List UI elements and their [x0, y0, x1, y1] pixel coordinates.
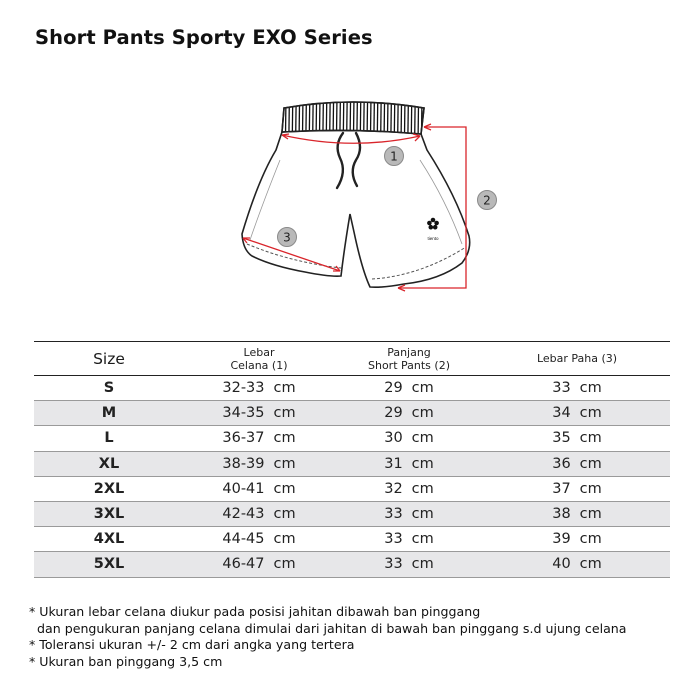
- unit-label: cm: [273, 405, 296, 422]
- unit-label: cm: [411, 480, 434, 497]
- panjang-value: 29: [384, 380, 403, 397]
- paha-value: 38: [552, 506, 571, 523]
- waistband-rib: [309, 96, 310, 136]
- lebar-cell: [184, 552, 334, 577]
- waistband-rib: [398, 96, 399, 136]
- lebar-cell: [184, 426, 334, 451]
- lebar-value: 44-45: [222, 531, 265, 548]
- page-title: Short Pants Sporty EXO Series: [35, 26, 373, 49]
- lebar-value: 32-33: [222, 380, 265, 397]
- size-cell: XL: [34, 451, 184, 476]
- lebar-value: 38-39: [222, 455, 265, 472]
- svg-text:3: 3: [283, 230, 291, 245]
- marker-2: [478, 191, 497, 210]
- unit-label: cm: [273, 430, 296, 447]
- paha-value: 34: [552, 405, 571, 422]
- waistband-rib: [286, 96, 287, 136]
- table-row: [34, 476, 670, 501]
- size-chart-table: [34, 341, 670, 578]
- unit-label: cm: [579, 556, 602, 573]
- unit-label: cm: [579, 380, 602, 397]
- header-lebar-celana: [184, 342, 334, 376]
- unit-label: cm: [273, 506, 296, 523]
- panjang-cell: [334, 451, 484, 476]
- panjang-cell: [334, 501, 484, 526]
- paha-cell: [484, 501, 670, 526]
- panjang-value: 33: [384, 506, 403, 523]
- size-cell: 4XL: [93, 531, 125, 548]
- lebar-cell: [184, 401, 334, 426]
- paha-value: 39: [552, 531, 571, 548]
- panjang-cell: [334, 401, 484, 426]
- svg-text:2: 2: [483, 193, 491, 208]
- waistband-rib: [303, 96, 304, 136]
- panjang-cell: [334, 476, 484, 501]
- header-size: Size: [93, 349, 125, 368]
- header-panjang-line1: Panjang: [387, 345, 431, 359]
- size-cell: M: [34, 401, 184, 426]
- paha-value: 40: [552, 556, 571, 573]
- note-line: * Ukuran ban pinggang 3,5 cm: [29, 653, 223, 669]
- lebar-value: 42-43: [222, 506, 265, 523]
- header-panjang: [334, 342, 484, 376]
- unit-label: cm: [411, 556, 434, 573]
- unit-label: cm: [411, 455, 434, 472]
- panjang-value: 32: [384, 480, 403, 497]
- paha-value: 35: [552, 430, 571, 447]
- marker-1: [385, 147, 404, 166]
- table-row: [34, 527, 670, 552]
- waistband-rib: [381, 96, 382, 136]
- unit-label: cm: [273, 455, 296, 472]
- unit-label: cm: [273, 380, 296, 397]
- header-lebar-line2: Celana (1): [230, 358, 288, 372]
- waistband-rib: [296, 96, 297, 136]
- waistband-rib: [306, 96, 307, 136]
- waistband-rib: [411, 96, 412, 136]
- size-cell: 2XL: [93, 480, 125, 497]
- lebar-value: 34-35: [222, 405, 265, 422]
- panjang-cell: [334, 376, 484, 401]
- waistband-rib: [408, 96, 409, 136]
- panjang-cell: [334, 552, 484, 577]
- waistband-rib: [388, 96, 389, 136]
- unit-label: cm: [579, 430, 602, 447]
- panjang-cell: [334, 426, 484, 451]
- unit-label: cm: [579, 455, 602, 472]
- table-row: [34, 376, 670, 401]
- size-cell: S: [103, 380, 115, 397]
- lebar-cell: [184, 451, 334, 476]
- unit-label: cm: [273, 556, 296, 573]
- unit-label: cm: [273, 531, 296, 548]
- unit-label: cm: [411, 380, 434, 397]
- paha-cell: [484, 376, 670, 401]
- lebar-cell: [184, 376, 334, 401]
- waistband-rib: [415, 96, 416, 136]
- notes: [29, 604, 627, 670]
- panjang-value: 29: [384, 405, 403, 422]
- shorts-outline: [242, 129, 470, 287]
- waistband-rib: [299, 96, 300, 136]
- note-line: dan pengukuran panjang celana dimulai dari jahitan di bawah ban pinggang s.d ujung celana: [29, 620, 627, 636]
- note-line: * Ukuran lebar celana diukur pada posisi jahitan dibawah ban pinggang: [29, 604, 481, 619]
- waistband-rib: [418, 96, 419, 136]
- size-cell: 3XL: [34, 501, 184, 526]
- marker-3: [278, 228, 297, 247]
- header-lebar-paha: Lebar Paha (3): [536, 352, 618, 365]
- svg-text:1: 1: [390, 149, 398, 164]
- table-row: [34, 426, 670, 451]
- table-row: [34, 401, 670, 426]
- unit-label: cm: [411, 506, 434, 523]
- panjang-value: 30: [384, 430, 403, 447]
- waistband-rib: [394, 96, 395, 136]
- paha-value: 33: [552, 380, 571, 397]
- panjang-value: 31: [384, 455, 403, 472]
- lebar-cell: [184, 476, 334, 501]
- paha-cell: [484, 401, 670, 426]
- table-row: [34, 552, 670, 577]
- panjang-value: 33: [384, 556, 403, 573]
- lebar-cell: [184, 501, 334, 526]
- panjang-value: 33: [384, 531, 403, 548]
- table-header-row: [34, 342, 670, 376]
- unit-label: cm: [579, 405, 602, 422]
- header-panjang-line2: Short Pants (2): [368, 358, 450, 372]
- shorts-diagram: [0, 0, 700, 330]
- unit-label: cm: [411, 531, 434, 548]
- size-cell: 5XL: [34, 552, 184, 577]
- paha-cell: [484, 552, 670, 577]
- paha-cell: [484, 426, 670, 451]
- unit-label: cm: [273, 480, 296, 497]
- unit-label: cm: [411, 405, 434, 422]
- paha-value: 36: [552, 455, 571, 472]
- lebar-value: 46-47: [222, 556, 265, 573]
- unit-label: cm: [411, 430, 434, 447]
- lebar-value: 40-41: [222, 480, 265, 497]
- unit-label: cm: [579, 531, 602, 548]
- paha-cell: [484, 476, 670, 501]
- header-lebar-line1: Lebar: [243, 345, 275, 359]
- waistband-rib: [401, 96, 402, 136]
- unit-label: cm: [579, 480, 602, 497]
- waistband-rib: [289, 96, 290, 136]
- note-line: * Toleransi ukuran +/- 2 cm dari angka yang tertera: [29, 637, 355, 652]
- waistband-rib: [405, 96, 406, 136]
- lebar-value: 36-37: [222, 430, 265, 447]
- paha-cell: [484, 527, 670, 552]
- paha-cell: [484, 451, 670, 476]
- waistband-rib: [391, 96, 392, 136]
- svg-text:tiento: tiento: [427, 236, 439, 241]
- paha-value: 37: [552, 480, 571, 497]
- waistband-rib: [384, 96, 385, 136]
- table-row: [34, 451, 670, 476]
- unit-label: cm: [579, 506, 602, 523]
- waistband-rib: [292, 96, 293, 136]
- table-row: [34, 501, 670, 526]
- waistband: [282, 96, 424, 136]
- size-cell: L: [104, 430, 114, 447]
- panjang-cell: [334, 527, 484, 552]
- lebar-cell: [184, 527, 334, 552]
